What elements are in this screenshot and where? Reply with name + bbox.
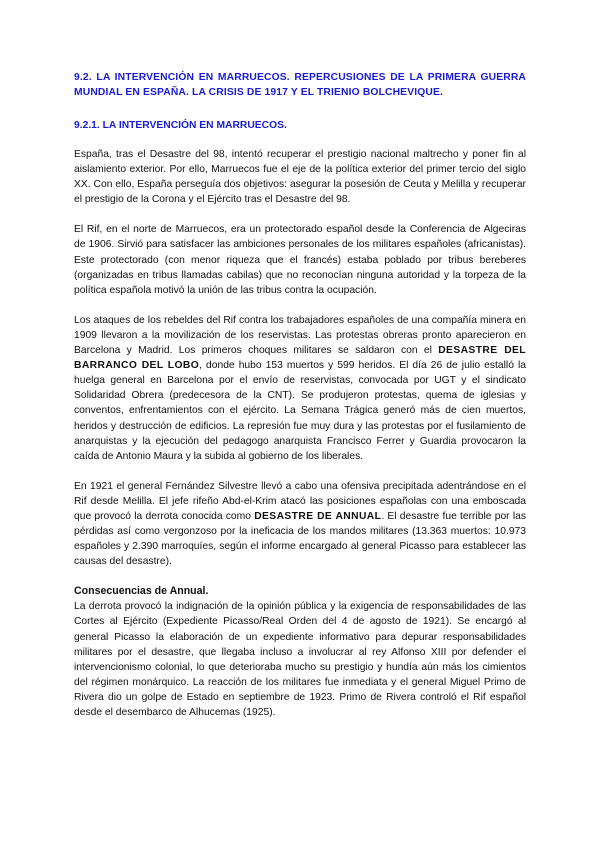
paragraph-barranco [74,313,526,464]
section-subheading: 9.2.1. LA INTERVENCIÓN EN MARRUECOS. [74,120,287,131]
paragraph-intro: España, tras el Desastre del 98, intentó recuperar el prestigio nacional maltrecho y poner fin al aislamiento exterior. Por ello, Marruecos fue el eje de la política exterior del primer tercio del siglo XX. Con ello, España perseguía dos objetivos: asegurar la posesión de Ceuta y Melilla y recuperar el prestigio de la Corona y el Ejército tras el Desastre del 98. [74,149,526,206]
paragraph-rif: El Rif, en el norte de Marruecos, era un protectorado español desde la Conferencia de Algeciras de 1906. Sirvió para satisfacer las ambiciones personales de los militares españoles (africanistas). Este protectorado (con menor riqueza que el francés) estaba poblado por tribus bereberes (organizadas en tribus llamadas cabilas) que no reconocían ninguna autoridad y la torpeza de la política española motivó la unión de las tribus contra la ocupación. [74,224,526,296]
desastre-de-annual-highlight: DESASTRE DE ANNUAL [254,510,382,522]
paragraph-annual [74,479,526,570]
paragraph-annual-part2: . El desastre fue terrible por las pérdidas así como vergonzoso por la ineficacia de los mandos militares (13.363 muertos: 10.973 españoles y 2.390 marroquíes, según el informe encargado al general Picasso para establecer las causas del desastre). [74,510,526,568]
paragraph-barranco-part2: , donde hubo 153 muertos y 599 heridos. El día 26 de julio estalló la huelga general en Barcelona por el envío de reservistas, convocada por UGT y el sindicato Solidaridad Obrera (predecesora de la CNT). Se produjeron protestas, quema de iglesias y conventos, enfrentamientos con el ejército. La Semana Trágica generó más de cien muertos, heridos y destrucción de edificios. La represión fue muy dura y las protestas por el fusilamiento de anarquistas y la ejecución del pedagogo anarquista Francisco Ferrer y Guardia provocaron la caída de Antonio Maura y la subida al gobierno de los liberales. [74,360,526,462]
paragraph-annual-part1: En 1921 el general Fernández Silvestre llevó a cabo una ofensiva precipitada adentrándose en el Rif desde Melilla. El jefe rifeño Abd-el-Krim atacó las posiciones españolas con una emboscada que provocó la derrota conocida como [74,480,526,522]
paragraph-consequences: La derrota provocó la indignación de la opinión pública y la exigencia de responsabilidades de las Cortes al Ejército (Expediente Picasso/Real Orden del 4 de agosto de 1921). Se encargó al general Picasso la elaboración de un expediente informativo para depurar responsabilidades militares por el desastre, que llegaba incluso a involucrar al rey Alfonso XIII por defender el intervencionismo colonial, lo que deterioraba mucho su prestigio y hundía aún más los cimientos del régimen monárquico. La reacción de los militares fue inmediata y el general Miguel Primo de Rivera dio un golpe de Estado en septiembre de 1923. Primo de Rivera controló el Rif español desde el desembarco de Alhucemas (1925). [74,601,526,718]
chapter-heading: 9.2. LA INTERVENCIÓN EN MARRUECOS. REPERCUSIONES DE LA PRIMERA GUERRA MUNDIAL EN ESPAÑA. LA CRISIS DE 1917 Y EL TRIENIO BOLCHEVIQUE. [74,72,526,98]
paragraph-barranco-part1: Los ataques de los rebeldes del Rif contra los trabajadores españoles de una compañía minera en 1909 llevaron a la movilización de los reservistas. Las protestas obreras pronto aparecieron en Barcelona y Madrid. Los primeros choques militares se saldaron con el [74,314,526,357]
barranco-del-lobo-highlight: DESASTRE DEL BARRANCO DEL LOBO [74,345,526,372]
consequences-title: Consecuencias de Annual. [74,585,209,598]
